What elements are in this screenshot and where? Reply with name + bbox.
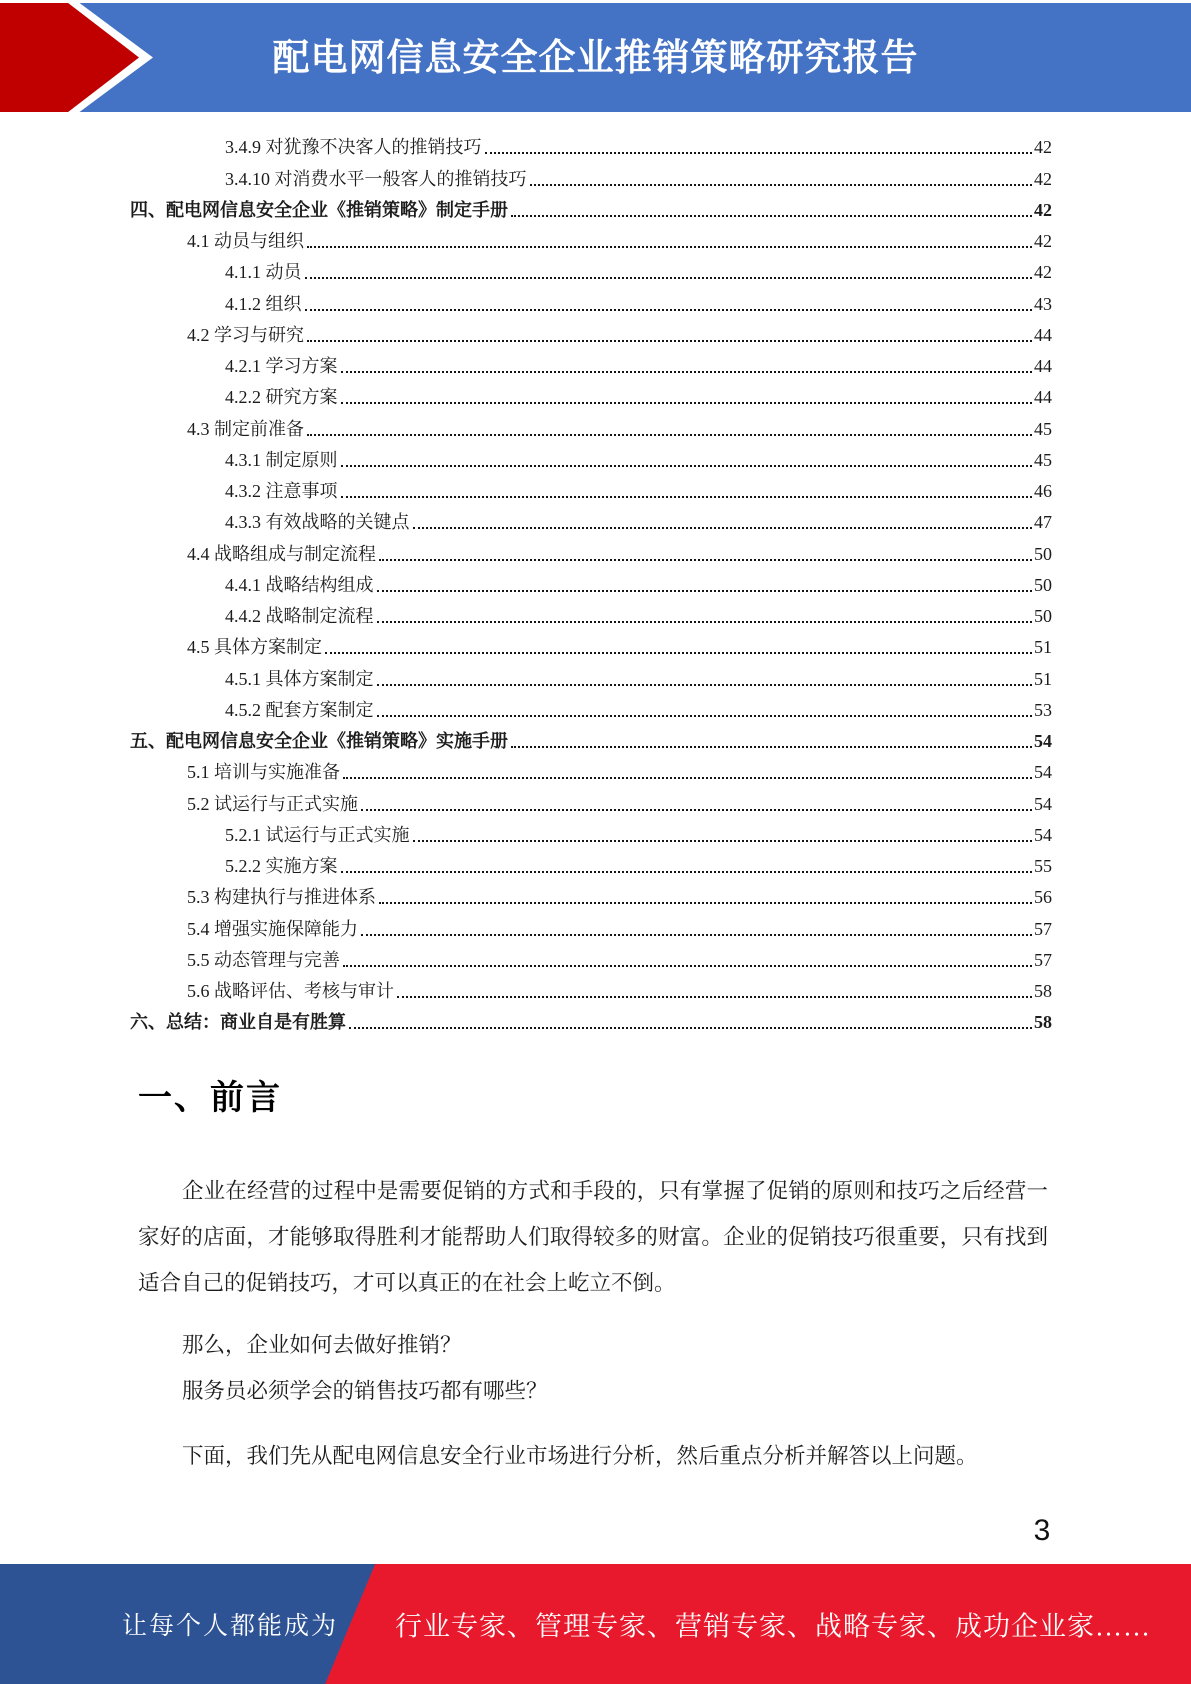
toc-entry[interactable] — [130, 971, 1052, 1002]
page-number: 3 — [1033, 1514, 1051, 1547]
toc-leader-dots — [307, 246, 1032, 248]
toc-leader-dots — [530, 184, 1033, 186]
toc-page-number: 50 — [1034, 606, 1052, 626]
toc-page-number: 47 — [1034, 512, 1052, 533]
toc-entry[interactable] — [130, 752, 1052, 783]
toc-entry[interactable] — [130, 502, 1052, 533]
toc-entry[interactable] — [130, 221, 1052, 252]
document-body — [138, 1168, 1048, 1479]
toc-leader-dots — [413, 527, 1033, 529]
toc-entry-label: 4.4.1 战略结构组成 — [225, 574, 374, 595]
toc-page-number: 44 — [1034, 387, 1052, 408]
toc-entry-label: 4.1 动员与组织 — [187, 231, 304, 251]
toc-entry[interactable] — [130, 783, 1052, 814]
toc-entry[interactable] — [130, 346, 1052, 377]
toc-page-number: 45 — [1034, 418, 1052, 439]
toc-page-number: 42 — [1034, 168, 1052, 189]
toc-leader-dots — [341, 496, 1033, 498]
toc-leader-dots — [341, 402, 1033, 404]
toc-leader-dots — [341, 871, 1033, 873]
toc-entry-label: 4.1.2 组织 — [225, 293, 302, 314]
toc-entry-label: 5.2.1 试运行与正式实施 — [225, 824, 410, 845]
toc-page-number: 54 — [1034, 731, 1052, 751]
toc-leader-dots — [377, 684, 1033, 686]
toc-entry[interactable] — [130, 721, 1052, 752]
toc-entry-label: 4.2.2 研究方案 — [225, 387, 338, 408]
toc-page-number: 54 — [1034, 793, 1052, 814]
report-title: 配电网信息安全企业推销策略研究报告 — [272, 37, 919, 78]
toc-entry-label: 3.4.10 对消费水平一般客人的推销技巧 — [225, 168, 527, 189]
toc-entry[interactable] — [130, 690, 1052, 721]
toc-entry[interactable] — [130, 158, 1052, 189]
toc-entry[interactable] — [130, 846, 1052, 877]
toc-entry[interactable] — [130, 908, 1052, 939]
toc-entry-label: 3.4.9 对犹豫不决客人的推销技巧 — [225, 137, 482, 158]
toc-entry[interactable] — [130, 658, 1052, 689]
toc-page-number: 44 — [1034, 356, 1052, 376]
toc-leader-dots — [511, 215, 1032, 217]
toc-entry-label: 5.1 培训与实施准备 — [187, 762, 340, 783]
toc-page-number: 54 — [1034, 762, 1052, 783]
toc-entry-label: 5.6 战略评估、考核与审计 — [187, 981, 394, 1001]
toc-leader-dots — [379, 902, 1032, 904]
toc-page-number: 42 — [1034, 231, 1052, 251]
toc-entry-label: 5.2 试运行与正式实施 — [187, 793, 358, 814]
toc-leader-dots — [413, 840, 1033, 842]
toc-entry-label: 4.5.1 具体方案制定 — [225, 668, 374, 689]
toc-entry[interactable] — [130, 940, 1052, 971]
toc-entry-label: 四、配电网信息安全企业《推销策略》制定手册 — [130, 199, 508, 220]
toc-entry-label: 4.5 具体方案制定 — [187, 637, 322, 658]
toc-entry-label: 4.3.2 注意事项 — [225, 481, 338, 501]
toc-entry[interactable] — [130, 315, 1052, 346]
toc-entry-label: 4.3.1 制定原则 — [225, 449, 338, 470]
toc-leader-dots — [343, 777, 1032, 779]
toc-page-number: 45 — [1034, 449, 1052, 470]
toc-entry[interactable] — [130, 408, 1052, 439]
toc-page-number: 42 — [1034, 137, 1052, 158]
toc-entry-label: 4.2 学习与研究 — [187, 324, 304, 345]
toc-entry-label: 4.5.2 配套方案制定 — [225, 699, 374, 720]
toc-page-number: 46 — [1034, 481, 1052, 501]
toc-entry-label: 4.1.1 动员 — [225, 262, 302, 283]
toc-page-number: 51 — [1034, 637, 1052, 658]
toc-leader-dots — [343, 965, 1032, 967]
toc-page-number: 58 — [1034, 1012, 1052, 1033]
footer-slogan-right: 行业专家、管理专家、营销专家、战略专家、成功企业家…… — [395, 1611, 1151, 1642]
toc-leader-dots — [377, 715, 1033, 717]
toc-page-number: 55 — [1034, 856, 1052, 876]
toc-leader-dots — [349, 1027, 1032, 1029]
toc-entry[interactable] — [130, 283, 1052, 314]
toc-page-number: 57 — [1034, 918, 1052, 939]
toc-leader-dots — [511, 746, 1032, 748]
toc-page-number: 58 — [1034, 981, 1052, 1001]
toc-entry-label: 4.4 战略组成与制定流程 — [187, 543, 376, 564]
toc-entry[interactable] — [130, 533, 1052, 564]
toc-entry-label: 4.3.3 有效战略的关键点 — [225, 512, 410, 533]
toc-page-number: 57 — [1034, 949, 1052, 970]
toc-entry[interactable] — [130, 596, 1052, 627]
toc-entry-label: 5.3 构建执行与推进体系 — [187, 887, 376, 908]
toc-page-number: 56 — [1034, 887, 1052, 908]
toc-entry-label: 5.5 动态管理与完善 — [187, 949, 340, 970]
paragraph: 那么，企业如何去做好推销？ — [182, 1333, 462, 1357]
toc-leader-dots — [377, 621, 1033, 623]
toc-entry-label: 5.4 增强实施保障能力 — [187, 918, 358, 939]
toc-entry-label: 4.3 制定前准备 — [187, 418, 304, 439]
paragraph: 企业在经营的过程中是需要促销的方式和手段的，只有掌握了促销的原则和技巧之后经营一家好的店面，才能够取得胜利才能帮助人们取得较多的财富。企业的促销技巧很重要，只有找到适合自己的促销技巧，才可以真正的在社会上屹立不倒。 — [138, 1179, 1048, 1295]
toc-page-number: 54 — [1034, 824, 1052, 845]
toc-entry-label: 五、配电网信息安全企业《推销策略》实施手册 — [130, 731, 508, 751]
toc-page-number: 43 — [1034, 293, 1052, 314]
paragraph: 服务员必须学会的销售技巧都有哪些？ — [182, 1379, 548, 1403]
toc-entry[interactable] — [130, 252, 1052, 283]
toc-leader-dots — [361, 809, 1032, 811]
toc-leader-dots — [361, 934, 1032, 936]
toc-entry[interactable] — [130, 127, 1052, 158]
toc-entry[interactable] — [130, 190, 1052, 221]
toc-page-number: 53 — [1034, 699, 1052, 720]
toc-page-number: 44 — [1034, 324, 1052, 345]
section-heading-preface: 一、前言 — [138, 1079, 282, 1117]
table-of-contents — [130, 127, 1052, 1033]
toc-leader-dots — [325, 652, 1032, 654]
toc-entry-label: 5.2.2 实施方案 — [225, 856, 338, 876]
toc-entry[interactable] — [130, 1002, 1052, 1033]
toc-entry[interactable] — [130, 877, 1052, 908]
toc-page-number: 50 — [1034, 543, 1052, 564]
toc-leader-dots — [307, 434, 1032, 436]
toc-leader-dots — [305, 277, 1033, 279]
toc-page-number: 50 — [1034, 574, 1052, 595]
toc-page-number: 42 — [1034, 262, 1052, 283]
toc-entry[interactable] — [130, 815, 1052, 846]
toc-entry[interactable] — [130, 377, 1052, 408]
page-header-banner — [0, 3, 1191, 112]
toc-leader-dots — [397, 996, 1032, 998]
toc-entry[interactable] — [130, 565, 1052, 596]
page-footer — [0, 1564, 1191, 1684]
toc-leader-dots — [341, 371, 1033, 373]
toc-leader-dots — [305, 309, 1033, 311]
toc-leader-dots — [307, 340, 1032, 342]
toc-leader-dots — [379, 559, 1032, 561]
toc-entry-label: 4.4.2 战略制定流程 — [225, 606, 374, 626]
toc-entry[interactable] — [130, 627, 1052, 658]
toc-leader-dots — [485, 152, 1033, 154]
toc-page-number: 51 — [1034, 668, 1052, 689]
toc-entry-label: 4.2.1 学习方案 — [225, 356, 338, 376]
toc-entry[interactable] — [130, 471, 1052, 502]
footer-slogan-left: 让每个人都能成为 — [121, 1613, 338, 1640]
paragraph: 下面，我们先从配电网信息安全行业市场进行分析，然后重点分析并解答以上问题。 — [182, 1444, 978, 1468]
toc-page-number: 42 — [1034, 199, 1052, 220]
toc-leader-dots — [341, 465, 1033, 467]
toc-entry[interactable] — [130, 440, 1052, 471]
toc-leader-dots — [377, 590, 1033, 592]
toc-entry-label: 六、总结：商业自是有胜算 — [130, 1012, 346, 1033]
